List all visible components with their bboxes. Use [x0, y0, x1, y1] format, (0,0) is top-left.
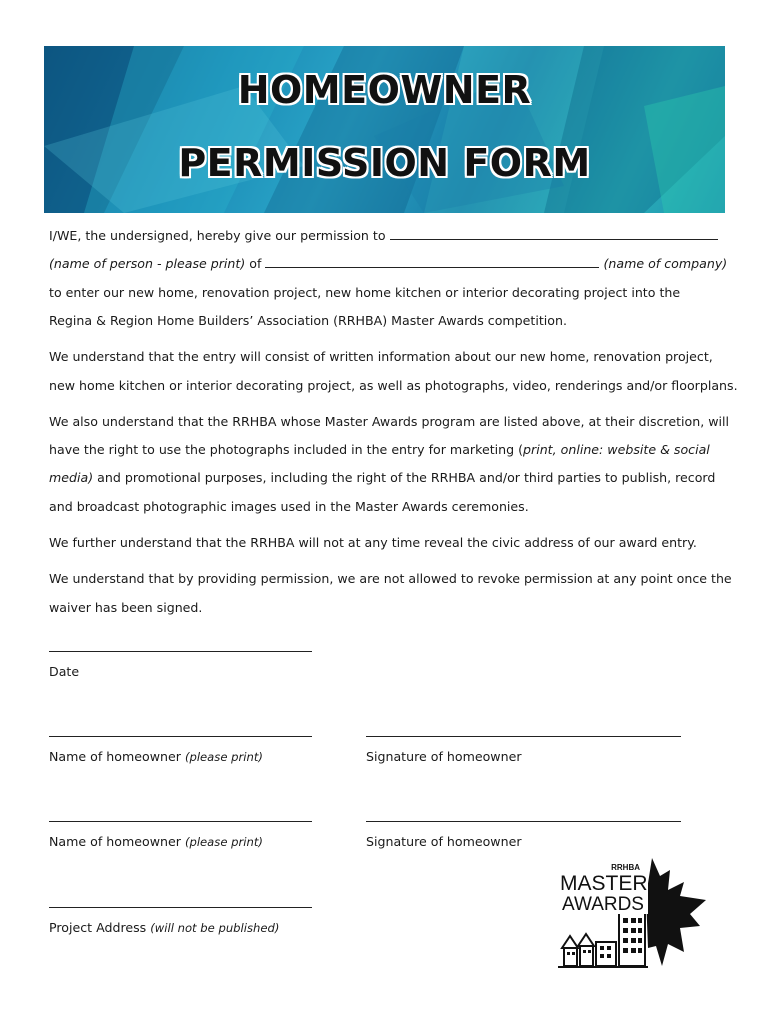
address-paragraph: We further understand that the RRHBA will not at any time reveal the civic address of our award entry. [49, 535, 697, 550]
consent-line-4: Regina & Region Home Builders’ Association (RRHBA) Master Awards competition. [49, 313, 567, 328]
logo-awards-text: AWARDS [562, 894, 644, 915]
waiver-paragraph-line-2: waiver has been signed. [49, 600, 203, 615]
project-address-label [49, 920, 279, 936]
entry-paragraph-line-1: We understand that the entry will consist of written information about our new home, renovation project, [49, 349, 713, 364]
name-of-homeowner-label-1 [49, 749, 263, 765]
entry-paragraph-line-2: new home kitchen or interior decorating project, as well as photographs, video, renderings and/or floorplans. [49, 378, 738, 393]
name-of-homeowner-label-2 [49, 834, 263, 850]
name-label-text-2: Name of homeowner [49, 834, 181, 849]
of-text: of [249, 256, 262, 271]
name-of-person-hint: (name of person - please print) [49, 256, 246, 271]
waiver-paragraph-line-1: We understand that by providing permission, we are not allowed to revoke permission at any point once the [49, 571, 732, 586]
name-label-text-1: Name of homeowner [49, 749, 181, 764]
name-of-company-hint: (name of company) [603, 256, 728, 271]
rights-paragraph-line-1: We also understand that the RRHBA whose Master Awards program are listed above, at their discretion, will [49, 414, 730, 429]
name-hint-1: (please print) [184, 750, 263, 764]
logo-small-text: RRHBA [611, 863, 640, 872]
signature-line-2[interactable] [366, 821, 681, 822]
company-name-blank[interactable] [265, 257, 599, 268]
rights-paragraph-line-4: and broadcast photographic images used in the Master Awards ceremonies. [49, 499, 529, 514]
rights-line-3-italic: media) [49, 470, 94, 485]
signature-line-1[interactable] [366, 736, 681, 737]
rights-paragraph-line-3 [49, 470, 715, 486]
name-of-homeowner-line-2[interactable] [49, 821, 312, 822]
rrhba-master-awards-logo [556, 856, 708, 968]
project-address-line[interactable] [49, 907, 312, 908]
rights-line-2-text: have the right to use the photographs included in the entry for marketing ( [49, 442, 524, 457]
signature-label-2: Signature of homeowner [366, 834, 522, 849]
header-banner [44, 46, 725, 213]
date-line[interactable] [49, 651, 312, 652]
title-line-1: HOMEOWNER [237, 68, 532, 112]
name-of-homeowner-line-1[interactable] [49, 736, 312, 737]
rights-line-2-italic: print, online: website & social [523, 442, 710, 457]
address-hint: (will not be published) [150, 921, 280, 935]
consent-intro-text: I/WE, the undersigned, hereby give our permission to [49, 228, 386, 243]
permission-name-blank[interactable] [390, 229, 718, 240]
rights-line-3-text: and promotional purposes, including the right of the RRHBA and/or third parties to publish, record [93, 470, 716, 485]
name-hint-2: (please print) [184, 835, 263, 849]
title-line-2: PERMISSION FORM [178, 141, 591, 185]
maple-leaf-icon [646, 858, 706, 966]
consent-line-2 [49, 256, 727, 272]
logo-master-text: MASTER [560, 872, 648, 895]
consent-line-3: to enter our new home, renovation project, new home kitchen or interior decorating project into the [49, 285, 681, 300]
date-label: Date [49, 664, 80, 679]
signature-label-1: Signature of homeowner [366, 749, 522, 764]
address-label-text: Project Address [49, 920, 147, 935]
rights-paragraph-line-2 [49, 442, 710, 458]
consent-line-1 [49, 228, 718, 244]
